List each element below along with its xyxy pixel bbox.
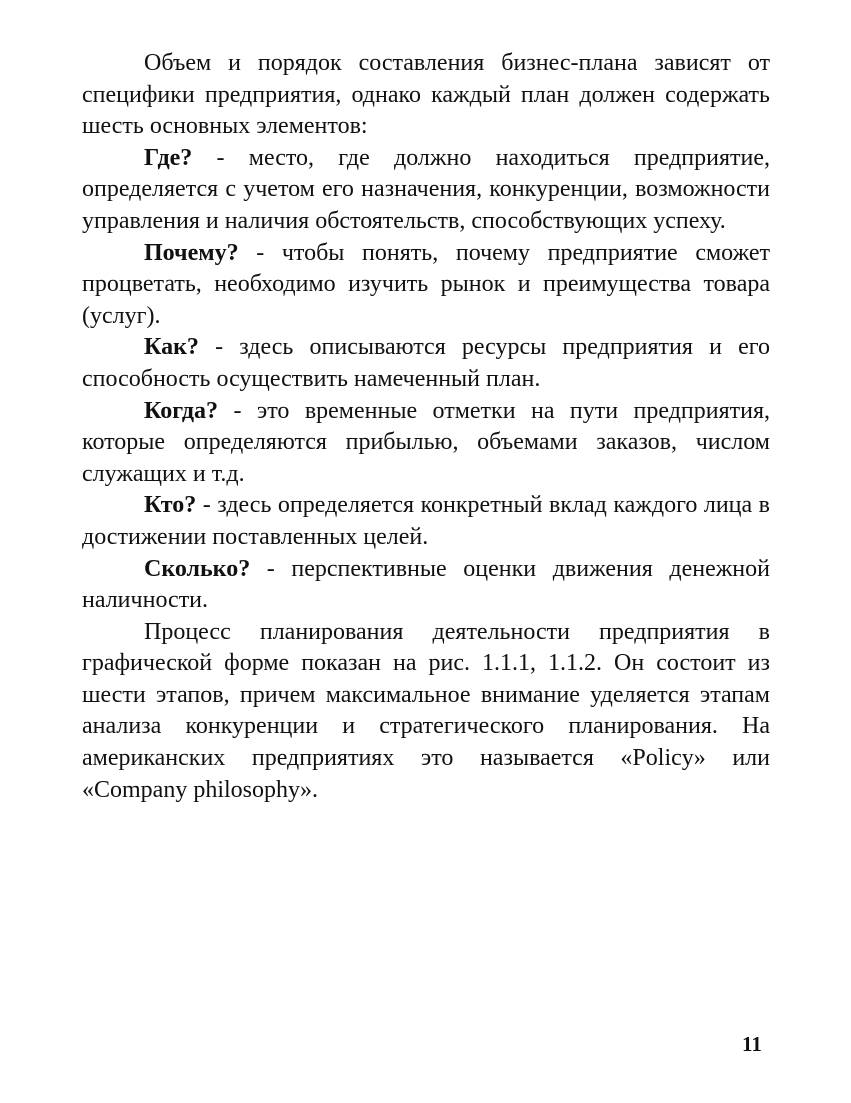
- paragraph-lead: Как?: [144, 334, 199, 361]
- body-text: [82, 48, 770, 806]
- paragraph-text: Процесс планирования деятельности предприятия в графической форме показан на рис. 1.1.1, 1.1.2. Он состоит из шести этапов, причем максимальное внимание уделяется этапам анализа конкуренции и стратегического планирования. На американских предприятиях это называется «Policy» или «Company philosophy».: [82, 618, 770, 803]
- paragraph-how-much: [82, 554, 770, 617]
- paragraph-text: - здесь определяется конкретный вклад каждого лица в достижении поставленных целей.: [82, 492, 770, 550]
- paragraph-lead: Почему?: [144, 239, 239, 266]
- paragraph-text: - это временные отметки на пути предприятия, которые определяются прибылью, объемами заказов, числом служащих и т.д.: [82, 397, 770, 487]
- paragraph-text: - чтобы понять, почему предприятие сможет процветать, необходимо изучить рынок и преимущества товара (услуг).: [82, 239, 770, 329]
- paragraph-text: - перспективные оценки движения денежной наличности.: [82, 555, 770, 614]
- paragraph-lead: Кто?: [144, 492, 197, 519]
- paragraph-when: [82, 396, 770, 491]
- paragraph-lead: Где?: [144, 144, 193, 171]
- paragraph-where: [82, 143, 770, 238]
- paragraph-lead: Сколько?: [144, 555, 251, 582]
- paragraph-text: - здесь описываются ресурсы предприятия и его способность осуществить намеченный план.: [82, 334, 770, 392]
- paragraph-how: [82, 332, 770, 395]
- paragraph-text: - место, где должно находиться предприятие, определяется с учетом его назначения, конкуренции, возможности управления и наличия обстоятельств, способствующих успеху.: [82, 144, 770, 234]
- paragraph-who: [82, 490, 770, 553]
- paragraph-process: [82, 617, 770, 807]
- page-number: 11: [742, 1032, 762, 1056]
- paragraph-intro: [82, 48, 770, 143]
- paragraph-text: Объем и порядок составления бизнес-плана зависят от специфики предприятия, однако каждый план должен содержать шесть основных элементов:: [82, 50, 770, 140]
- paragraph-lead: Когда?: [144, 397, 219, 424]
- paragraph-why: [82, 238, 770, 333]
